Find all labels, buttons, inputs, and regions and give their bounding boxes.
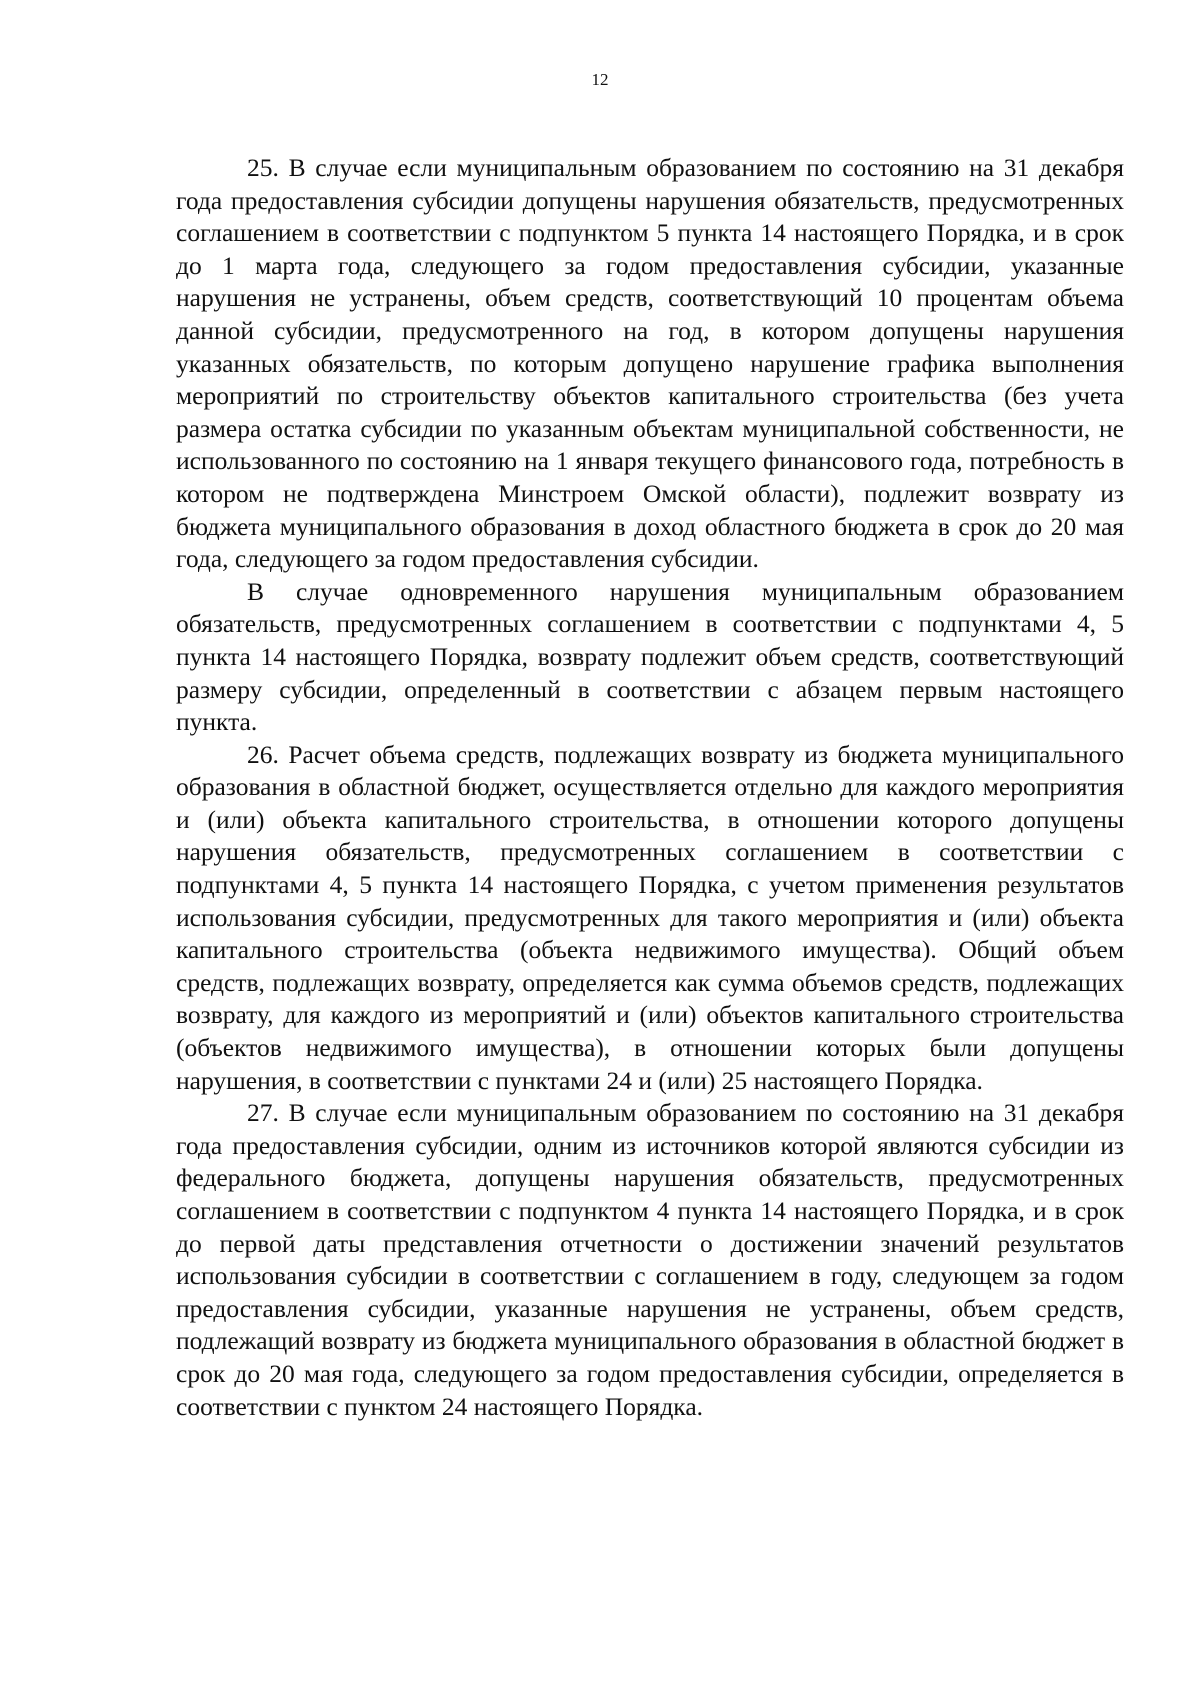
page-number: 12 xyxy=(591,70,609,89)
paragraph-25: 25. В случае если муниципальным образованием по состоянию на 31 декабря года предоставления субсидии допущены нарушения обязательств, предусмотренных соглашением в соответствии с подпунктом 5 пункта 14 настоящего Порядка, и в срок до 1 марта года, следующего за годом предоставления субсидии, указанные нарушения не устранены, объем средств, соответствующий 10 процентам объема данной субсидии, предусмотренного на год, в котором допущены нарушения указанных обязательств, по которым допущено нарушение графика выполнения мероприятий по строительству объектов капитального строительства (без учета размера остатка субсидии по указанным объектам муниципальной собственности, не использованного по состоянию на 1 января текущего финансового года, потребность в котором не подтверждена Минстроем Омской области), подлежит возврату из бюджета муниципального образования в доход областного бюджета в срок до 20 мая года, следующего за годом предоставления субсидии. xyxy=(176,153,1124,574)
paragraph-27: 27. В случае если муниципальным образованием по состоянию на 31 декабря года предоставления субсидии, одним из источников которой являются субсидии из федерального бюджета, допущены нарушения обязательств, предусмотренных соглашением в соответствии с подпунктом 4 пункта 14 настоящего Порядка, и в срок до первой даты представления отчетности о достижении значений результатов использования субсидии в соответствии с соглашением в году, следующем за годом предоставления субсидии, указанные нарушения не устранены, объем средств, подлежащий возврату из бюджета муниципального образования в областной бюджет в срок до 20 мая года, следующего за годом предоставления субсидии, определяется в соответствии с пунктом 24 настоящего Порядка. xyxy=(176,1098,1124,1421)
document-body xyxy=(176,152,1124,1423)
paragraph-26: 26. Расчет объема средств, подлежащих возврату из бюджета муниципального образования в областной бюджет, осуществляется отдельно для каждого мероприятия и (или) объекта капитального строительства, в отношении которого допущены нарушения обязательств, предусмотренных соглашением в соответствии с подпунктами 4, 5 пункта 14 настоящего Порядка, с учетом применения результатов использования субсидии, предусмотренных для такого мероприятия и (или) объекта капитального строительства (объекта недвижимого имущества). Общий объем средств, подлежащих возврату, определяется как сумма объемов средств, подлежащих возврату, для каждого из мероприятий и (или) объектов капитального строительства (объектов недвижимого имущества), в отношении которых были допущены нарушения, в соответствии с пунктами 24 и (или) 25 настоящего Порядка. xyxy=(176,739,1124,1095)
paragraph-25-second: В случае одновременного нарушения муниципальным образованием обязательств, предусмотренных соглашением в соответствии с подпунктами 4, 5 пункта 14 настоящего Порядка, возврату подлежит объем средств, соответствующий размеру субсидии, определенный в соответствии с абзацем первым настоящего пункта. xyxy=(176,576,1124,737)
